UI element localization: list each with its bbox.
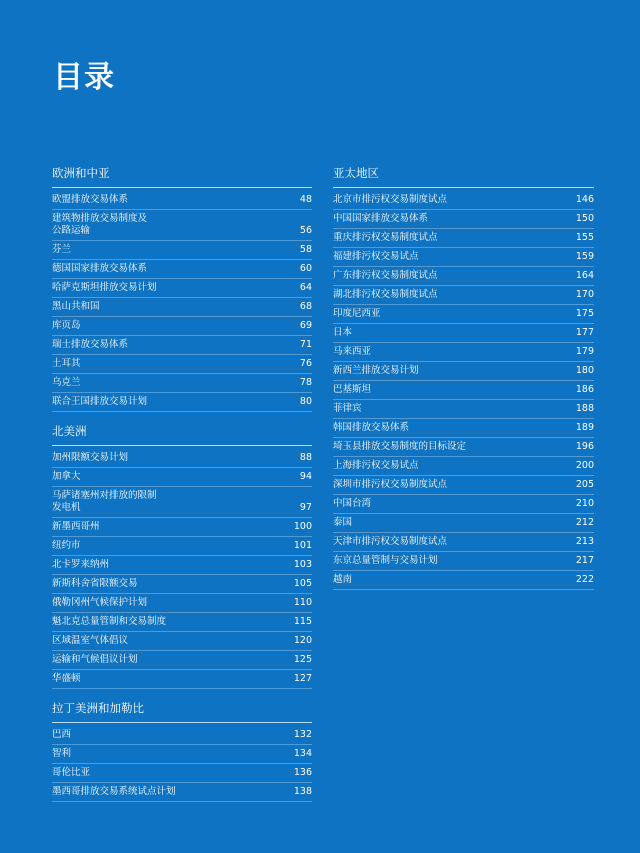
toc-entry-label: 纽约市 [52,540,81,551]
toc-entry-label: 广东排污权交易制度试点 [333,270,438,281]
toc-entry[interactable] [52,374,312,393]
toc-entry[interactable] [52,393,312,412]
toc-entry[interactable] [52,468,312,487]
toc-entry-page-number: 150 [575,213,594,224]
toc-entry-page-number: 69 [299,320,312,331]
toc-entry-label: 马萨诸塞州对排放的限制 发电机 [52,490,157,513]
toc-entry-page-number: 205 [575,479,594,490]
toc-entry-page-number: 136 [293,767,312,778]
toc-entry-label: 埼玉县排放交易制度的目标设定 [333,441,467,452]
toc-entry[interactable] [52,726,312,745]
toc-entry-label: 印度尼西亚 [333,308,381,319]
toc-entry-page-number: 58 [299,244,312,255]
toc-entry[interactable] [333,571,594,590]
toc-entry[interactable] [52,518,312,537]
toc-entry-page-number: 200 [575,460,594,471]
toc-entry[interactable] [52,210,312,241]
toc-entry[interactable] [52,241,312,260]
toc-entry-label: 新墨西哥州 [52,521,100,532]
toc-entry-label: 加拿大 [52,471,81,482]
toc-entry[interactable] [52,336,312,355]
toc-entry[interactable] [333,343,594,362]
toc-entry-label: 韩国排放交易体系 [333,422,410,433]
toc-entry-page-number: 48 [299,194,312,205]
toc-entry-label: 越南 [333,574,353,585]
page-title: 目录 [53,60,115,95]
toc-entry[interactable] [333,495,594,514]
toc-entry-label: 日本 [333,327,353,338]
toc-entry-page-number: 180 [575,365,594,376]
toc-entry-page-number: 97 [299,502,312,513]
toc-entry[interactable] [52,279,312,298]
toc-entry[interactable] [333,457,594,476]
toc-entry-label: 泰国 [333,517,353,528]
toc-entry-page-number: 212 [575,517,594,528]
toc-entry-page-number: 64 [299,282,312,293]
toc-entry[interactable] [333,324,594,343]
toc-entry-label: 土耳其 [52,358,81,369]
entry-list [333,191,594,590]
toc-entry-page-number: 68 [299,301,312,312]
toc-entry-page-number: 177 [575,327,594,338]
toc-entry-page-number: 88 [299,452,312,463]
section-heading: 亚太地区 [333,166,594,188]
toc-entry-label: 中国国家排放交易体系 [333,213,429,224]
toc-entry-page-number: 71 [299,339,312,350]
toc-entry-label: 智利 [52,748,72,759]
toc-entry-page-number: 120 [293,635,312,646]
section-heading: 欧洲和中亚 [52,166,312,188]
toc-entry-label: 福建排污权交易试点 [333,251,419,262]
toc-entry-page-number: 159 [575,251,594,262]
toc-entry-label: 菲律宾 [333,403,362,414]
toc-entry[interactable] [333,267,594,286]
toc-entry-page-number: 179 [575,346,594,357]
toc-entry[interactable] [333,476,594,495]
toc-entry[interactable] [52,632,312,651]
toc-entry-label: 芬兰 [52,244,72,255]
toc-entry-label: 新西兰排放交易计划 [333,365,419,376]
toc-entry[interactable] [333,419,594,438]
toc-entry-page-number: 115 [293,616,312,627]
toc-entry-page-number: 103 [293,559,312,570]
toc-entry-page-number: 170 [575,289,594,300]
toc-entry[interactable] [52,651,312,670]
toc-entry[interactable] [333,514,594,533]
toc-entry-label: 俄勒冈州气候保护计划 [52,597,148,608]
toc-entry-page-number: 101 [293,540,312,551]
toc-entry[interactable] [333,533,594,552]
toc-entry[interactable] [333,248,594,267]
toc-entry-page-number: 134 [293,748,312,759]
toc-entry-page-number: 100 [293,521,312,532]
toc-entry-label: 华盛顿 [52,673,81,684]
toc-entry[interactable] [333,362,594,381]
toc-entry-page-number: 60 [299,263,312,274]
toc-entry-page-number: 175 [575,308,594,319]
toc-entry[interactable] [52,355,312,374]
toc-entry-label: 魁北克总量管制和交易制度 [52,616,167,627]
toc-entry-label: 乌克兰 [52,377,81,388]
toc-entry[interactable] [52,298,312,317]
toc-entry-page-number: 56 [299,225,312,236]
toc-entry-page-number: 155 [575,232,594,243]
entry-list [52,726,312,802]
toc-section-asia-pacific [333,166,594,590]
toc-entry-page-number: 110 [293,597,312,608]
toc-entry-page-number: 94 [299,471,312,482]
toc-entry-label: 马来西亚 [333,346,372,357]
toc-entry-page-number: 196 [575,441,594,452]
toc-entry[interactable] [52,575,312,594]
toc-entry[interactable] [52,191,312,210]
toc-entry[interactable] [52,317,312,336]
toc-entry-page-number: 78 [299,377,312,388]
toc-entry-label: 巴西 [52,729,72,740]
toc-entry-label: 黑山共和国 [52,301,100,312]
toc-entry-label: 中国台湾 [333,498,372,509]
toc-entry[interactable] [52,487,312,518]
toc-entry-label: 德国国家排放交易体系 [52,263,148,274]
toc-entry[interactable] [333,210,594,229]
section-heading: 北美洲 [52,424,312,446]
toc-entry-label: 湖北排污权交易制度试点 [333,289,438,300]
toc-entry-page-number: 189 [575,422,594,433]
toc-section-latin-america [52,701,312,802]
toc-section-europe [52,166,312,412]
toc-entry[interactable] [52,260,312,279]
toc-entry-label: 巴基斯坦 [333,384,372,395]
toc-entry-page-number: 210 [575,498,594,509]
toc-entry-label: 墨西哥排放交易系统试点计划 [52,786,176,797]
toc-entry[interactable] [52,783,312,802]
toc-entry-label: 建筑物排放交易制度及 公路运输 [52,213,148,236]
toc-entry-label: 深圳市排污权交易制度试点 [333,479,448,490]
toc-entry[interactable] [52,449,312,468]
toc-entry[interactable] [333,552,594,571]
toc-entry[interactable] [52,745,312,764]
toc-entry[interactable] [52,537,312,556]
toc-entry-page-number: 80 [299,396,312,407]
toc-entry-page-number: 127 [293,673,312,684]
toc-entry-page-number: 138 [293,786,312,797]
toc-entry-label: 重庆排污权交易制度试点 [333,232,438,243]
toc-entry-page-number: 125 [293,654,312,665]
toc-entry[interactable] [52,670,312,689]
toc-entry-label: 瑞士排放交易体系 [52,339,129,350]
toc-entry-label: 上海排污权交易试点 [333,460,419,471]
toc-entry-label: 欧盟排放交易体系 [52,194,129,205]
entry-list [52,449,312,689]
toc-entry[interactable] [333,381,594,400]
toc-entry-page-number: 146 [575,194,594,205]
toc-entry-page-number: 132 [293,729,312,740]
toc-entry-label: 天津市排污权交易制度试点 [333,536,448,547]
toc-entry-page-number: 105 [293,578,312,589]
toc-entry-page-number: 186 [575,384,594,395]
toc-entry-label: 运输和气候倡议计划 [52,654,138,665]
section-heading: 拉丁美洲和加勒比 [52,701,312,723]
toc-entry-label: 区域温室气体倡议 [52,635,129,646]
toc-entry-label: 哈萨克斯坦排放交易计划 [52,282,157,293]
toc-entry[interactable] [333,305,594,324]
toc-entry[interactable] [333,229,594,248]
toc-entry-label: 哥伦比亚 [52,767,91,778]
toc-entry[interactable] [52,594,312,613]
toc-entry[interactable] [52,613,312,632]
toc-entry-label: 东京总量管制与交易计划 [333,555,438,566]
toc-entry[interactable] [52,764,312,783]
toc-entry-label: 北卡罗来纳州 [52,559,110,570]
toc-entry-page-number: 164 [575,270,594,281]
toc-section-north-america [52,424,312,689]
toc-entry-page-number: 188 [575,403,594,414]
toc-entry-page-number: 213 [575,536,594,547]
toc-entry-label: 加州限额交易计划 [52,452,129,463]
toc-entry[interactable] [333,286,594,305]
toc-entry-label: 库页岛 [52,320,81,331]
toc-entry-page-number: 76 [299,358,312,369]
toc-entry[interactable] [333,400,594,419]
entry-list [52,191,312,412]
toc-entry[interactable] [333,191,594,210]
toc-entry-page-number: 222 [575,574,594,585]
toc-entry-label: 新斯科舍省限额交易 [52,578,138,589]
toc-entry[interactable] [333,438,594,457]
toc-entry-label: 北京市排污权交易制度试点 [333,194,448,205]
toc-entry[interactable] [52,556,312,575]
toc-entry-page-number: 217 [575,555,594,566]
toc-entry-label: 联合王国排放交易计划 [52,396,148,407]
